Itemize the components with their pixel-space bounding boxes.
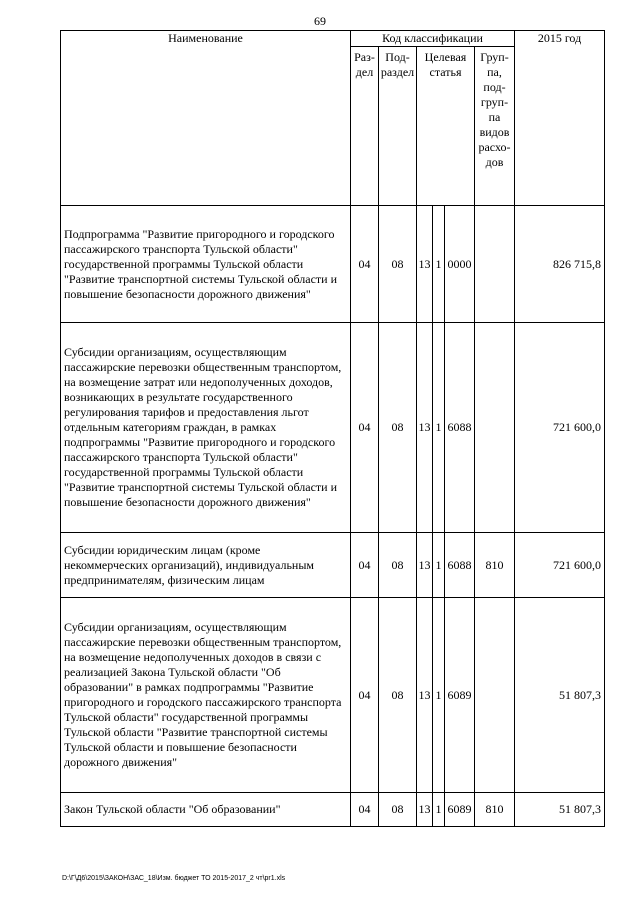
row-target-part2: 1 (433, 598, 445, 793)
table-row (61, 323, 605, 533)
row-name: Субсидии юридическим лицам (кроме некоммерческих организаций), индивидуальным предпринимателям, физическим лицам (61, 533, 351, 598)
row-target-part3: 6088 (445, 533, 475, 598)
header-podrazdel: Под- раздел (379, 47, 417, 206)
row-target-part1: 13 (417, 323, 433, 533)
header-year: 2015 год (515, 31, 605, 206)
row-target-part1: 13 (417, 206, 433, 323)
row-target-part3: 6088 (445, 323, 475, 533)
row-podrazdel: 08 (379, 598, 417, 793)
row-target-part1: 13 (417, 793, 433, 827)
row-amount: 826 715,8 (515, 206, 605, 323)
row-group: 810 (475, 533, 515, 598)
table-row (61, 206, 605, 323)
row-target-part1: 13 (417, 598, 433, 793)
row-target-part2: 1 (433, 206, 445, 323)
header-code: Код классификации (351, 31, 515, 47)
row-group: 810 (475, 793, 515, 827)
row-target-part3: 0000 (445, 206, 475, 323)
row-razdel: 04 (351, 598, 379, 793)
header-target-article: Целевая статья (417, 47, 475, 206)
row-name: Субсидии организациям, осуществляющим пассажирские перевозки общественным транспортом, на возмещение недополученных доходов в связи с реализацией Закона Тульской области "Об образовании" в рамках подпрограммы "Развитие пригородного и городского пассажирского транспорта Тульской области" государственной программы Тульской области "Развитие транспортной системы Тульской области и повышение безопасности дорожного движения" (61, 598, 351, 793)
row-razdel: 04 (351, 323, 379, 533)
row-target-part1: 13 (417, 533, 433, 598)
header-expense-group: Груп- па, под- груп- па видов расхо- дов (475, 47, 515, 206)
row-target-part2: 1 (433, 323, 445, 533)
file-path-footer: D:\Г\Д6\2015\ЗАКОН\ЗАС_18\Изм. бюджет ТО 2015-2017_2 чт\pr1.xls (62, 875, 286, 882)
header-row (61, 31, 605, 47)
row-podrazdel: 08 (379, 206, 417, 323)
row-podrazdel: 08 (379, 323, 417, 533)
budget-table (60, 30, 605, 827)
row-group (475, 598, 515, 793)
row-name: Подпрограмма "Развитие пригородного и городского пассажирского транспорта Тульской области" государственной программы Тульской области "Развитие транспортной системы Тульской области и повышение безопасности дорожного движения" (61, 206, 351, 323)
table-row (61, 533, 605, 598)
header-razdel: Раз- дел (351, 47, 379, 206)
row-group (475, 206, 515, 323)
row-target-part3: 6089 (445, 793, 475, 827)
row-amount: 51 807,3 (515, 598, 605, 793)
table-row (61, 598, 605, 793)
row-amount: 721 600,0 (515, 323, 605, 533)
row-target-part3: 6089 (445, 598, 475, 793)
table-row (61, 793, 605, 827)
page-number: 69 (314, 14, 326, 28)
row-amount: 51 807,3 (515, 793, 605, 827)
row-razdel: 04 (351, 533, 379, 598)
header-name: Наименование (61, 31, 351, 206)
row-razdel: 04 (351, 206, 379, 323)
row-razdel: 04 (351, 793, 379, 827)
row-name: Закон Тульской области "Об образовании" (61, 793, 351, 827)
row-podrazdel: 08 (379, 533, 417, 598)
row-group (475, 323, 515, 533)
row-target-part2: 1 (433, 533, 445, 598)
row-podrazdel: 08 (379, 793, 417, 827)
row-target-part2: 1 (433, 793, 445, 827)
row-amount: 721 600,0 (515, 533, 605, 598)
row-name: Субсидии организациям, осуществляющим пассажирские перевозки общественным транспортом, на возмещение затрат или недополученных доходов, возникающих в результате государственного регулирования тарифов и предоставления льгот отдельным категориям граждан, в рамках подпрограммы "Развитие пригородного и городского пассажирского транспорта Тульской области" государственной программы Тульской области "Развитие транспортной системы Тульской области и повышение безопасности дорожного движения" (61, 323, 351, 533)
